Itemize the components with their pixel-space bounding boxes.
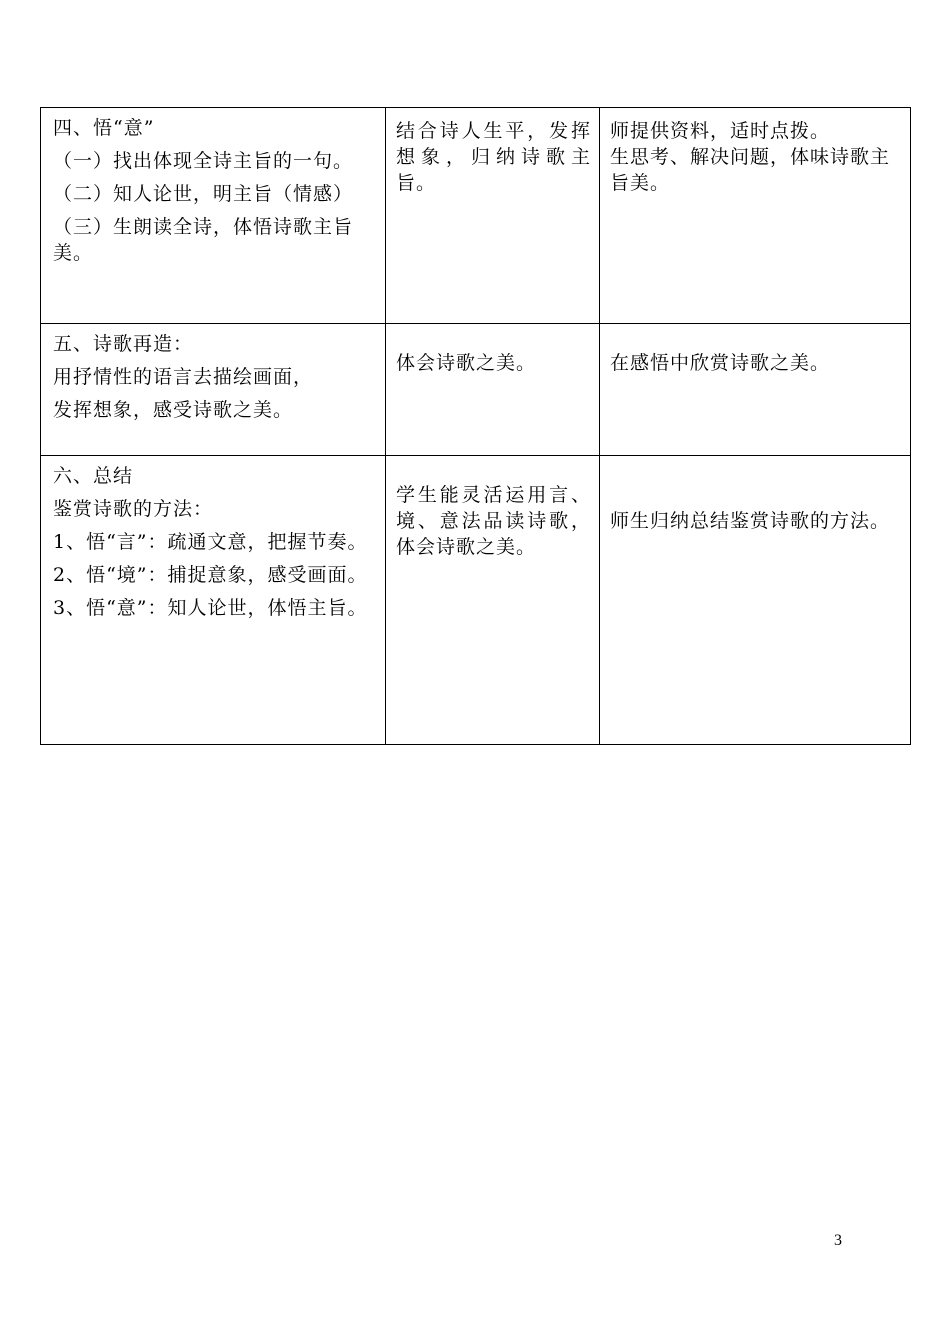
section-heading: 四、悟“意” <box>53 117 155 139</box>
goal-cell <box>386 456 600 745</box>
method-item: 3、悟“意”：知人论世，体悟主旨。 <box>53 597 368 619</box>
section-heading: 六、总结 <box>53 465 134 487</box>
content-line: 用抒情性的语言去描绘画面， <box>53 366 314 388</box>
activity-line: 师生归纳总结鉴赏诗歌的方法。 <box>610 510 891 532</box>
method-item: 1、悟“言”：疏通文意，把握节奏。 <box>53 531 368 553</box>
section-heading: 五、诗歌再造： <box>53 333 194 355</box>
content-line: （一）找出体现全诗主旨的一句。 <box>53 150 354 172</box>
lesson-plan-table <box>40 107 911 745</box>
table-row <box>41 108 911 324</box>
method-item: 2、悟“境”：捕捉意象，感受画面。 <box>53 564 368 586</box>
content-line: （二）知人论世，明主旨（情感） <box>53 183 354 205</box>
goal-text: 结合诗人生平，发挥想象，归纳诗歌主旨。 <box>396 120 591 194</box>
content-line: 鉴赏诗歌的方法： <box>53 498 214 520</box>
goal-cell <box>386 108 600 324</box>
page-number: 3 <box>834 1232 842 1249</box>
activity-line: 在感悟中欣赏诗歌之美。 <box>610 352 831 374</box>
activity-cell <box>600 456 911 745</box>
content-line: 发挥想象，感受诗歌之美。 <box>53 399 294 421</box>
table-row <box>41 456 911 745</box>
goal-cell <box>386 324 600 456</box>
activity-line: 生思考、解决问题，体味诗歌主旨美。 <box>610 146 891 194</box>
content-cell <box>41 108 386 324</box>
content-cell <box>41 456 386 745</box>
activity-cell <box>600 108 911 324</box>
goal-text: 学生能灵活运用言、境、意法品读诗歌，体会诗歌之美。 <box>396 484 591 558</box>
activity-cell <box>600 324 911 456</box>
content-line: （三）生朗读全诗，体悟诗歌主旨美。 <box>53 216 354 264</box>
table-row <box>41 324 911 456</box>
activity-line: 师提供资料，适时点拨。 <box>610 120 831 142</box>
content-cell <box>41 324 386 456</box>
goal-text: 体会诗歌之美。 <box>396 352 537 374</box>
